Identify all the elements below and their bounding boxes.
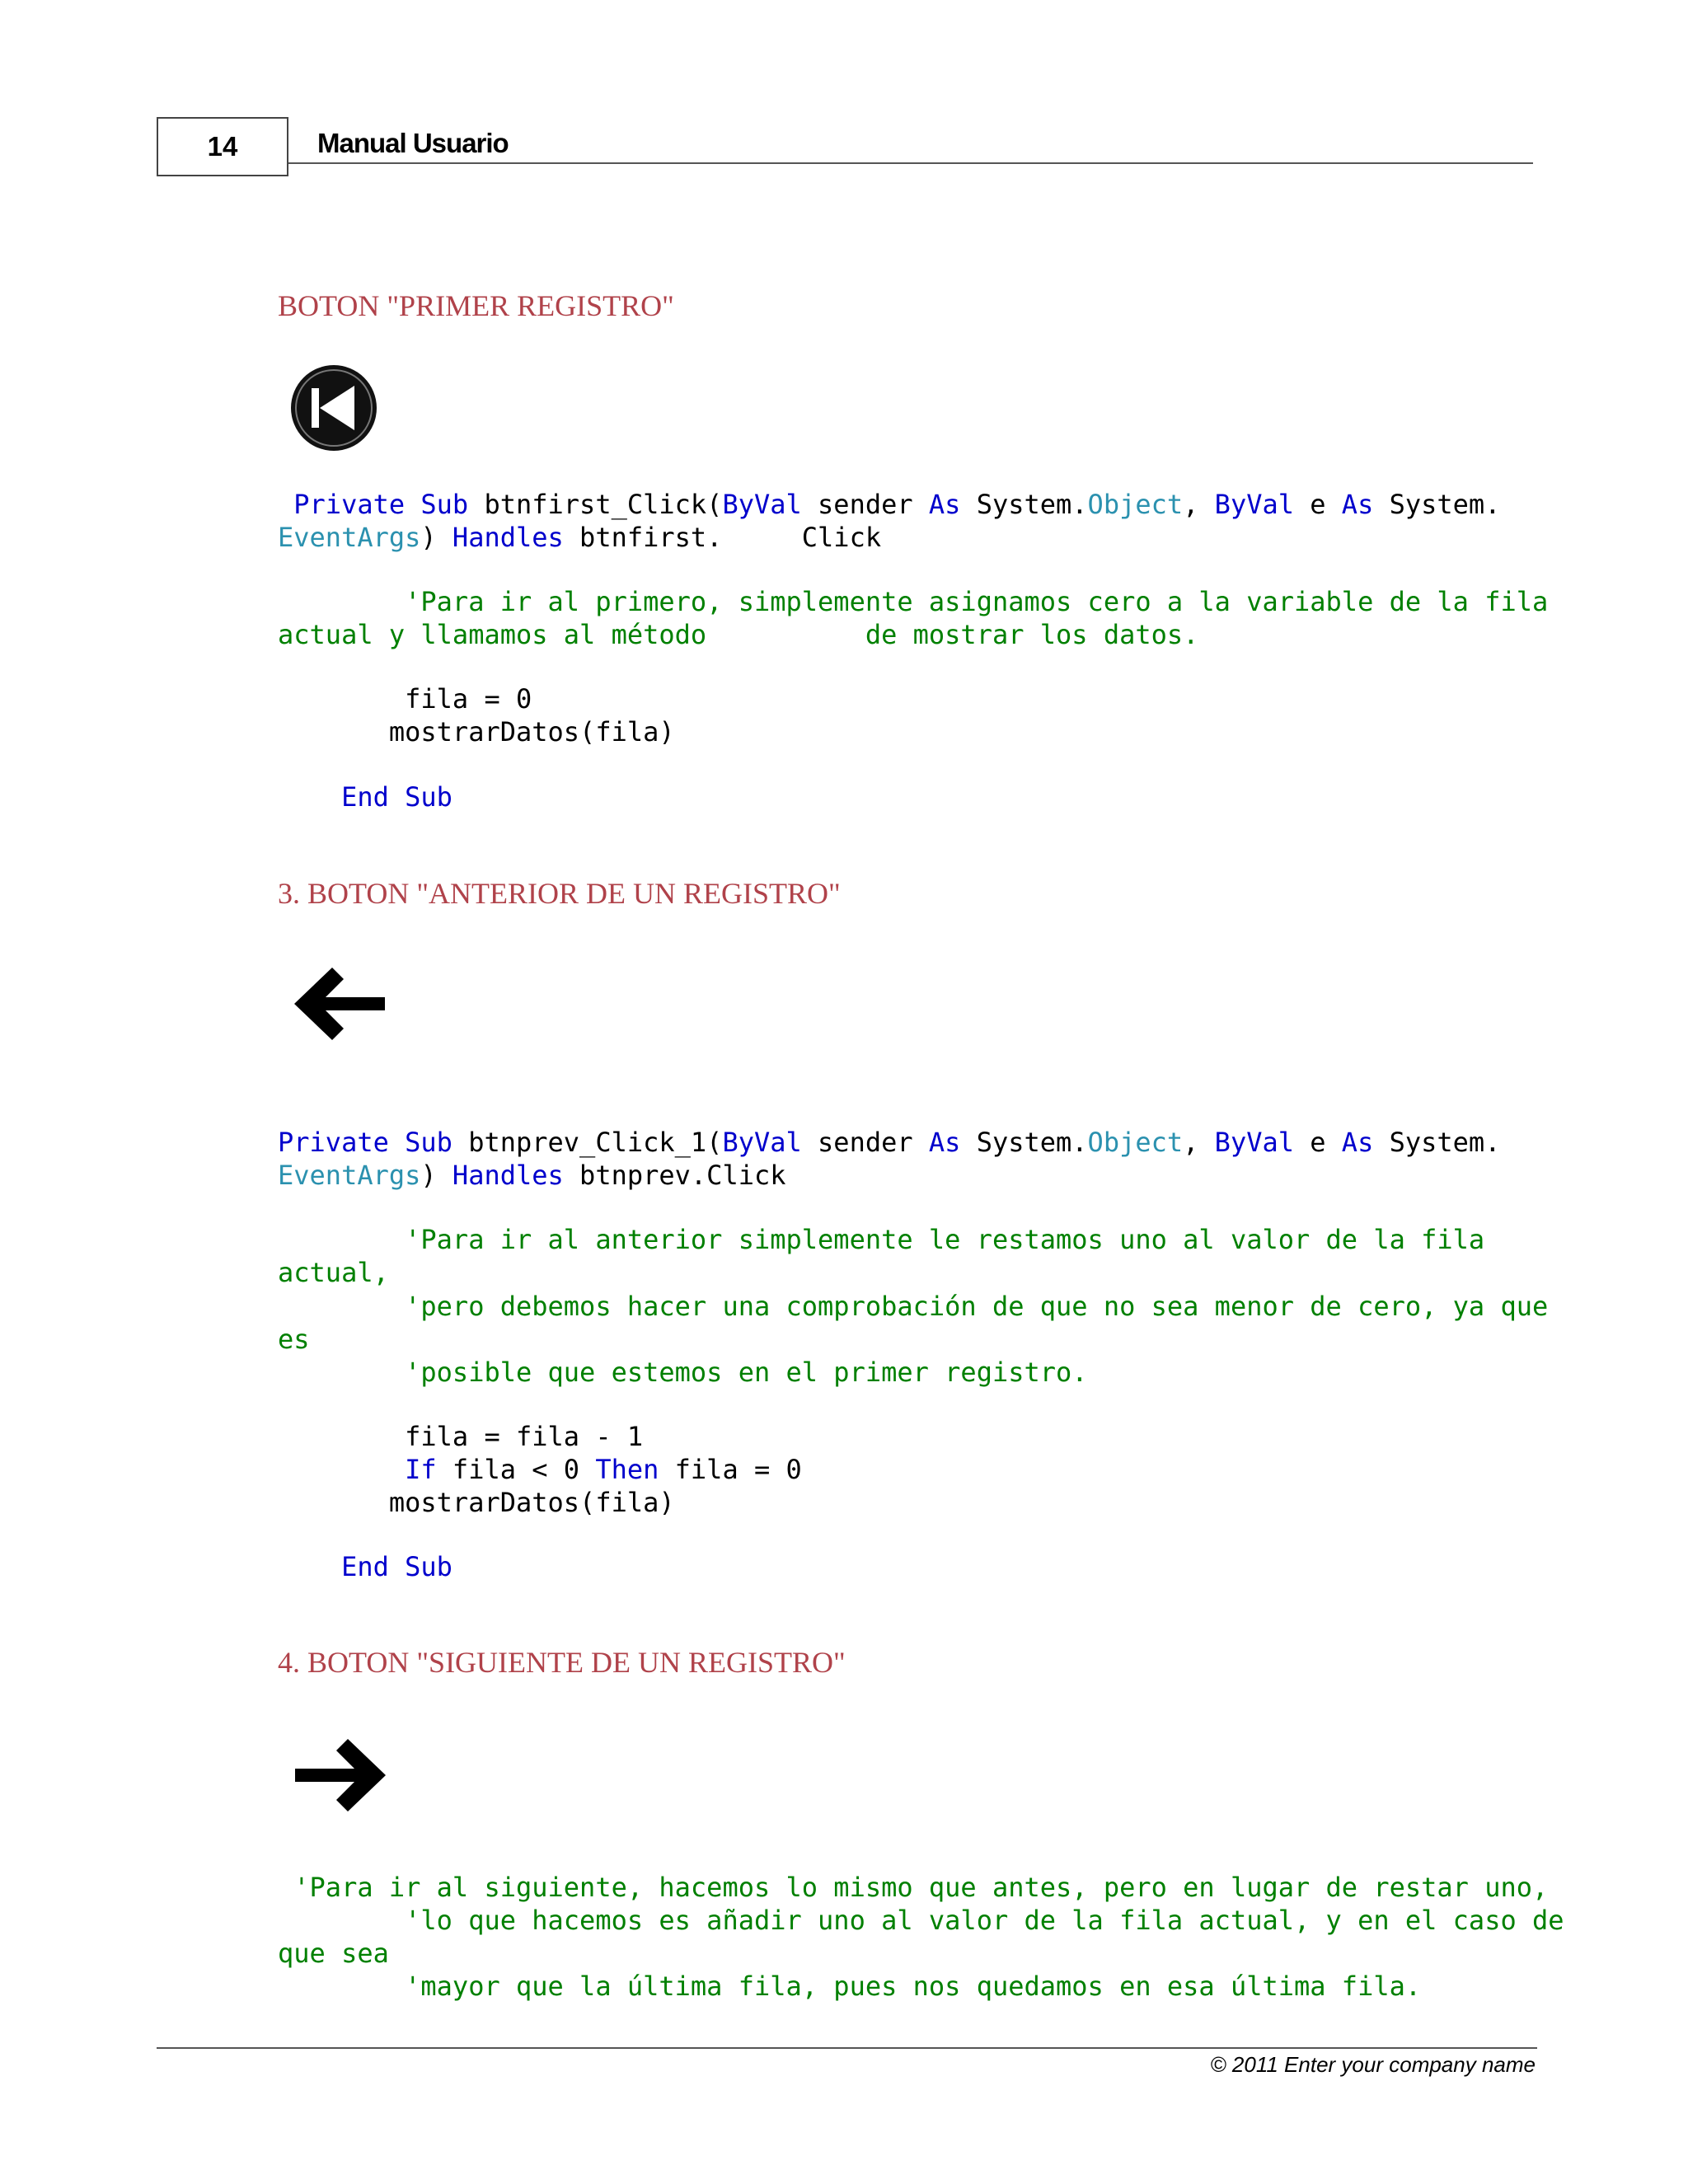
code-comment: 'lo que hacemos es añadir uno al valor de la fila actual, y en el caso de [278, 1905, 1564, 1936]
code-line: EventArgs) Handles btnfirst. Click [278, 522, 882, 553]
code-line: End Sub [278, 781, 452, 813]
code-comment: actual, [278, 1257, 389, 1288]
code-line: Private Sub btnprev_Click_1(ByVal sender As System.Object, ByVal e As System. [278, 1127, 1501, 1158]
section-heading-anterior: 3. BOTON "ANTERIOR DE UN REGISTRO" [278, 877, 841, 910]
code-line: EventArgs) Handles btnprev.Click [278, 1160, 786, 1191]
arrow-right-icon [293, 1737, 387, 1813]
code-line: fila = 0 [278, 683, 532, 715]
footer-copyright: © 2011 Enter your company name [1210, 2052, 1536, 2077]
code-line: mostrarDatos(fila) [278, 716, 675, 748]
first-record-icon [288, 363, 379, 453]
document-title: Manual Usuario [317, 128, 509, 158]
code-comment: actual y llamamos al método de mostrar los datos. [278, 619, 1199, 650]
code-comment: 'posible que estemos en el primer registro. [278, 1357, 1088, 1388]
page-number-box [157, 117, 288, 176]
section-heading-siguiente: 4. BOTON "SIGUIENTE DE UN REGISTRO" [278, 1646, 846, 1679]
code-comment: que sea [278, 1938, 389, 1969]
code-comment: 'Para ir al primero, simplemente asignamos cero a la variable de la fila [278, 586, 1549, 617]
header-rule [288, 162, 1533, 164]
code-line: If fila < 0 Then fila = 0 [278, 1454, 802, 1485]
code-line: Private Sub btnfirst_Click(ByVal sender As System.Object, ByVal e As System. [278, 489, 1501, 520]
code-comment: 'Para ir al siguiente, hacemos lo mismo que antes, pero en lugar de restar uno, [278, 1872, 1549, 1903]
code-comment: 'pero debemos hacer una comprobación de que no sea menor de cero, ya que [278, 1291, 1549, 1322]
section-heading-primer: BOTON "PRIMER REGISTRO" [278, 289, 674, 322]
code-comment: 'Para ir al anterior simplemente le restamos uno al valor de la fila [278, 1224, 1485, 1255]
code-line: fila = fila - 1 [278, 1421, 644, 1452]
page-number: 14 [207, 131, 238, 162]
code-comment: 'mayor que la última fila, pues nos quedamos en esa última fila. [278, 1971, 1422, 2002]
footer-rule [157, 2047, 1537, 2049]
code-line: End Sub [278, 1551, 452, 1582]
code-line: mostrarDatos(fila) [278, 1487, 675, 1518]
code-comment: es [278, 1324, 310, 1355]
arrow-left-icon [293, 966, 387, 1042]
